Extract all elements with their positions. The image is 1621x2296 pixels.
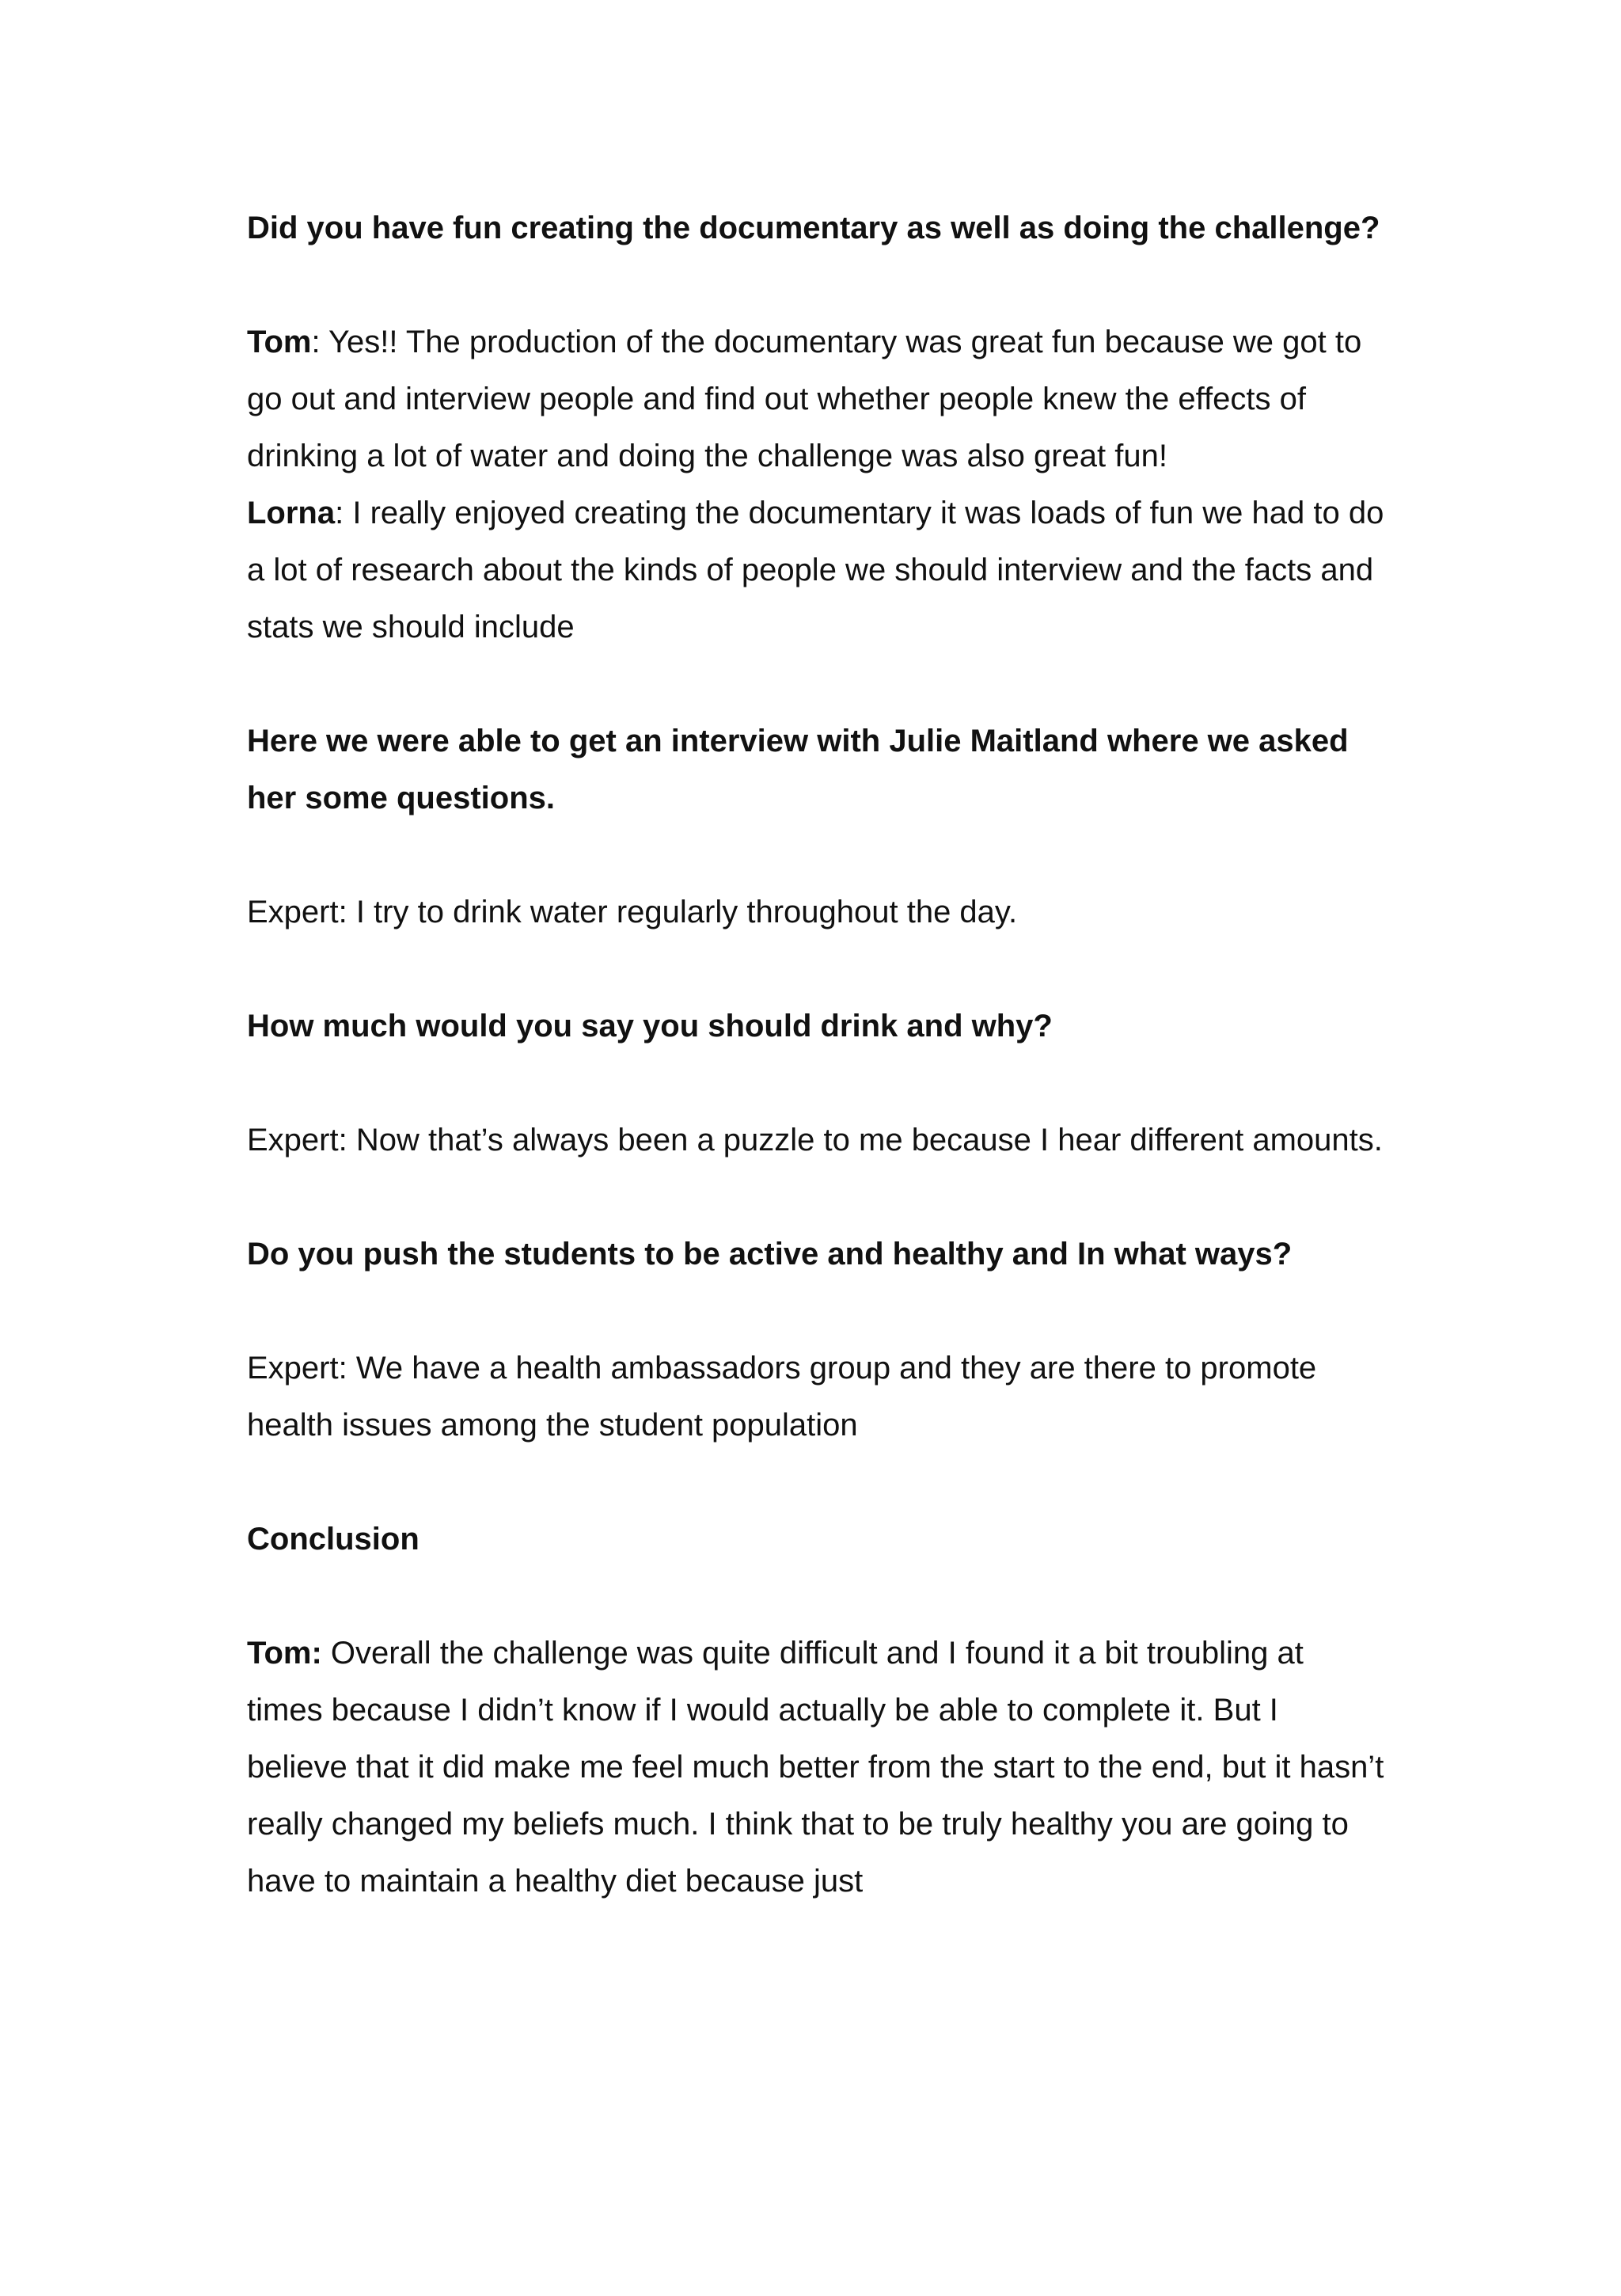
speaker-name-tom: Tom [247, 325, 312, 359]
interview-intro: Here we were able to get an interview with Julie Maitland where we asked her some questions. [247, 724, 1349, 815]
answer-text-lorna: : I really enjoyed creating the documentary it was loads of fun we had to do a lot of research about the kinds of people we should interview and the facts and stats we should include [247, 496, 1384, 644]
answer-tom-fun [247, 314, 1387, 485]
answer-lorna-fun [247, 485, 1387, 656]
expert-answer-ambassadors: Expert: We have a health ambassadors group and they are there to promote health issues among the student population [247, 1351, 1317, 1443]
expert-answer-drink-regularly: Expert: I try to drink water regularly throughout the day. [247, 895, 1018, 929]
conclusion-text-tom: Overall the challenge was quite difficult and I found it a bit troubling at times because I didn’t know if I would actually be able to complete it. But I believe that it did make me feel much better from the start to the end, but it hasn’t really changed my beliefs much. I think that to be truly healthy you are going to have to maintain a healthy diet because just [247, 1636, 1384, 1899]
conclusion-heading: Conclusion [247, 1522, 419, 1557]
conclusion-tom [247, 1625, 1387, 1910]
document-page [247, 200, 1387, 1910]
speaker-name-tom-conclusion: Tom: [247, 1636, 322, 1671]
question-push-students: Do you push the students to be active and healthy and In what ways? [247, 1237, 1293, 1272]
question-how-much-drink: How much would you say you should drink and why? [247, 1009, 1053, 1043]
speaker-name-lorna: Lorna [247, 496, 336, 530]
answer-text-tom: : Yes!! The production of the documentary was great fun because we got to go out and interview people and find out whether people knew the effects of drinking a lot of water and doing the challenge was also great fun! [247, 325, 1362, 473]
expert-answer-amounts: Expert: Now that’s always been a puzzle to me because I hear different amounts. [247, 1123, 1383, 1158]
question-fun-creating-documentary: Did you have fun creating the documentary as well as doing the challenge? [247, 211, 1380, 245]
